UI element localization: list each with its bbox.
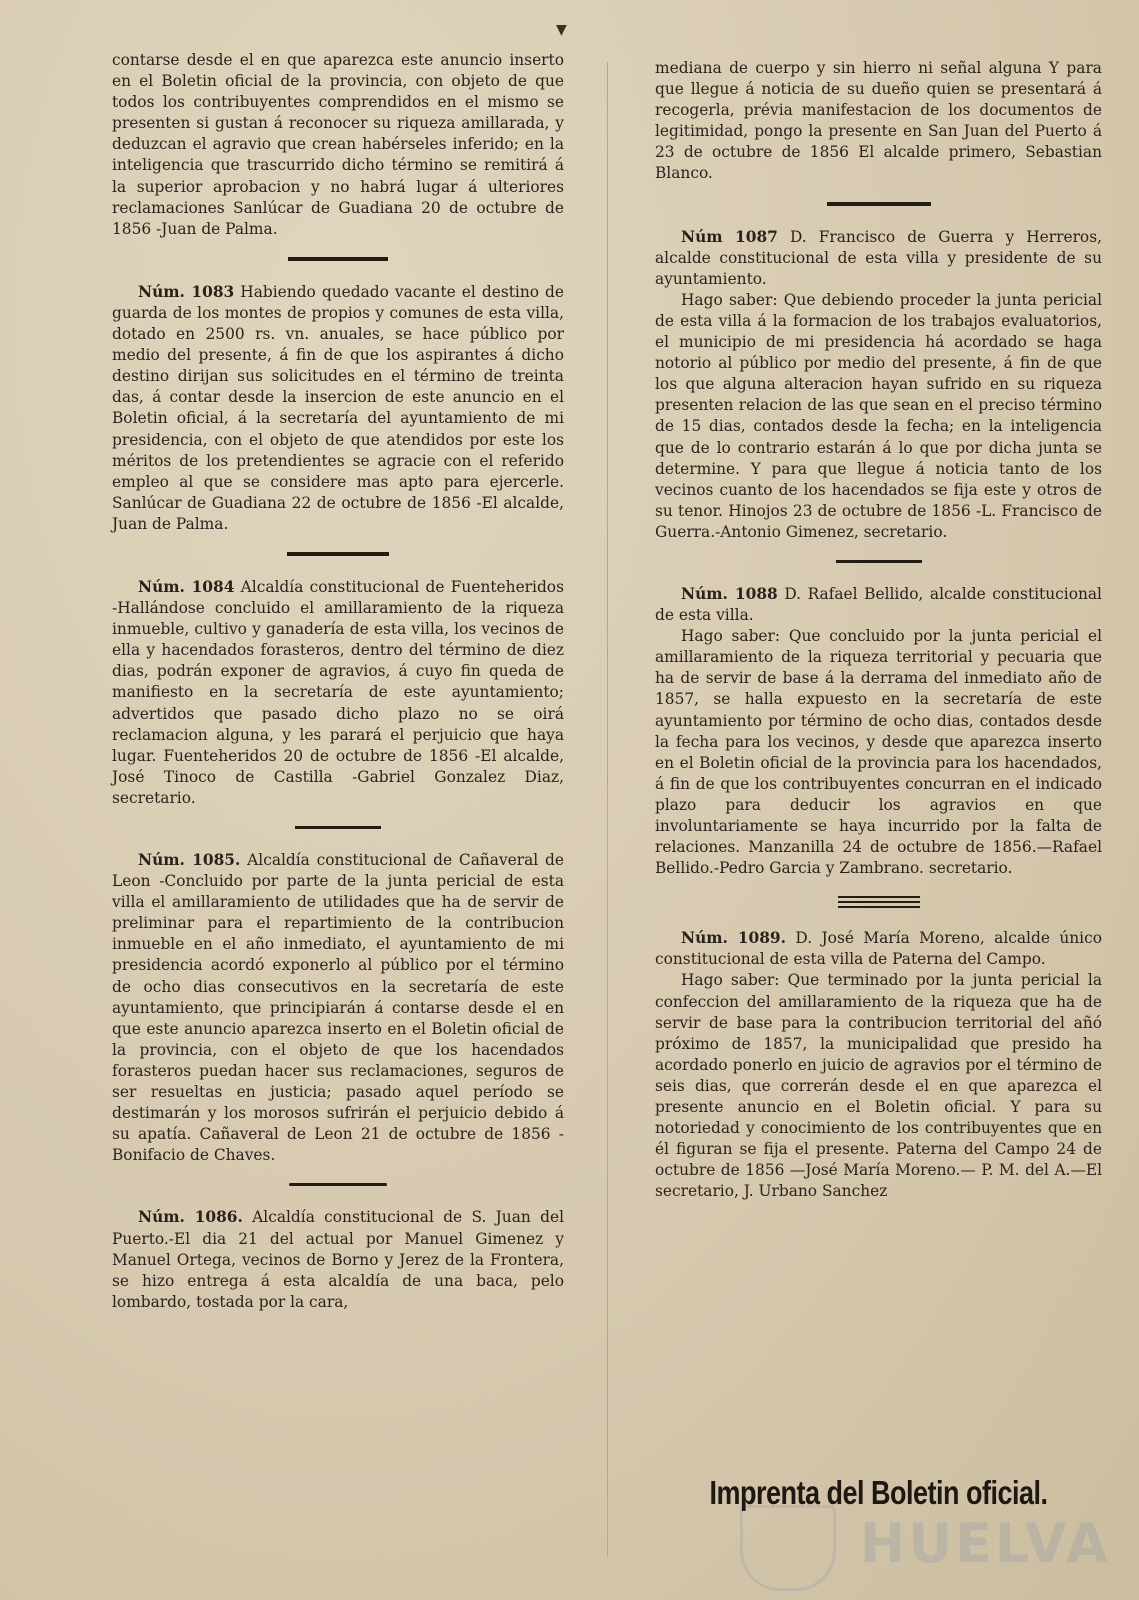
separator-rule: [288, 257, 388, 261]
separator-rule: [289, 1183, 387, 1186]
page-marker: ▼: [556, 22, 567, 38]
notice-1089: [655, 928, 1102, 1202]
notice-text: Alcaldía constitucional de Fuenteheridos -Hallándose concluido el amillaramiento de la riqueza inmueble, cultivo y ganadería de esta villa, los vecinos de ella y hacendados forasteros, dentro del término de diez dias, podrán exponer de agravios, á cuyo fin queda de manifiesto en la secretaría de este ayuntamiento; advertidos que pasado dicho plazo no se oirá reclamacion alguna, y les parará el perjuicio que haya lugar. Fuenteheridos 20 de octubre de 1856 -El alcalde, José Tinoco de Castilla -Gabriel Gonzalez Diaz, secretario.: [112, 577, 564, 807]
notice-text: Hago saber: Que concluido por la junta pericial el amillaramiento de la riqueza territorial y pecuaria que ha de servir de base á la derrama del inmediato año de 1857, se halla expuesto en la secretaría de este ayuntamiento por término de ocho dias, contados desde la fecha para los vecinos, y desde que aparezca inserto en el Boletin oficial de la provincia para los hacendados, á fin de que los contribuyentes concurran en el indicado plazo para deducir los agravios en que involuntariamente se haya incurrido por la falta de relaciones. Manzanilla 24 de octubre de 1856.—Rafael Bellido.-Pedro Garcia y Zambrano. secretario.: [655, 627, 1102, 878]
imprint-line: Imprenta del Boletin oficial.: [709, 1474, 1048, 1512]
notice-1087: [655, 227, 1102, 543]
notice-number: Núm 1087: [681, 227, 778, 246]
notice-number: Núm. 1084: [138, 577, 235, 596]
notice-text: Alcaldía constitucional de S. Juan del Puerto.-El dia 21 del actual por Manuel Gimenez y Manuel Ortega, vecinos de Borno y Jerez de la Frontera, se hizo entrega á esta alcaldía de una baca, pelo lombardo, tostada por la cara,: [112, 1208, 564, 1311]
notice-number: Núm. 1088: [681, 584, 778, 603]
notice-continuation-left: [112, 50, 564, 240]
watermark-text: HUELVA: [860, 1512, 1111, 1575]
right-column: [655, 58, 1102, 1203]
separator-rule: [836, 560, 922, 563]
notice-text: Hago saber: Que terminado por la junta pericial la confeccion del amillaramiento de la riqueza que ha de servir de base para la contribucion territorial del añó próximo de 1857, la municipalidad que presido ha acordado ponerlo en juicio de agravios por el término de seis dias, que correrán desde el en que aparezca el presente anuncio en el Boletin oficial. Y para su notoriedad y conocimiento de los contribuyentes que en él figuran se fija el presente. Paterna del Campo 24 de octubre de 1856 —José María Moreno.— P. M. del A.—El secretario, J. Urbano Sanchez: [655, 971, 1102, 1201]
notice-continuation-text: mediana de cuerpo y sin hierro ni señal alguna Y para que llegue á noticia de su dueño quien se presentará á recogerla, prévia manifestacion de los documentos de legitimidad, pongo la presente en San Juan del Puerto á 23 de octubre de 1856 El alcalde primero, Sebastian Blanco.: [655, 59, 1102, 183]
notice-1085: [112, 850, 564, 1166]
notice-number: Núm. 1083: [138, 282, 235, 301]
column-divider: [607, 62, 608, 1557]
separator-rule-double: [838, 896, 920, 898]
notice-text: Hago saber: Que debiendo proceder la junta pericial de esta villa á la formacion de los trabajos evaluatorios, el municipio de mi presidencia há acordado se haga notorio al público por medio del presente, á fin de que los que alguna alteracion hayan sufrido en su riqueza presenten relacion de las que sean en el preciso término de 15 dias, contados desde la fecha; en la inteligencia que de lo contrario estarán á lo que por dicha junta se determine. Y para que llegue á noticia tanto de los vecinos cuanto de los hacendados se fija este y otros de su tenor. Hinojos 23 de octubre de 1856 -L. Francisco de Guerra.-Antonio Gimenez, secretario.: [655, 290, 1102, 541]
notice-heading: D. José María Moreno, alcalde único constitucional de esta villa de Paterna del Campo.: [655, 929, 1102, 969]
notice-heading: D. Francisco de Guerra y Herreros, alcalde constitucional de esta villa y presidente de su ayuntamiento.: [655, 227, 1102, 288]
notice-heading: D. Rafael Bellido, alcalde constitucional de esta villa.: [655, 584, 1102, 625]
notice-number: Núm. 1086.: [138, 1208, 243, 1227]
left-column: [112, 50, 564, 1313]
separator-rule: [295, 826, 381, 829]
notice-text: Habiendo quedado vacante el destino de guarda de los montes de propios y comunes de esta villa, dotado en 2500 rs. vn. anuales, se hace público por medio del presente, á fin de que los aspirantes á dicho destino dirijan sus solicitudes en el término de treinta das, á contar desde la insercion de este anuncio en el Boletin oficial, á la secretaría del ayuntamiento de mi presidencia, con el objeto de que atendidos por este los méritos de los pretendientes se agracie con el referido empleo al que se considere mas apto para ejercerle. Sanlúcar de Guadiana 22 de octubre de 1856 -El alcalde, Juan de Palma.: [112, 282, 564, 533]
notice-1086: [112, 1207, 564, 1312]
notice-1088: [655, 584, 1102, 879]
separator-rule: [827, 202, 931, 206]
notice-continuation-right: [655, 58, 1102, 185]
notice-continuation-text: contarse desde el en que aparezca este anuncio inserto en el Boletin oficial de la provincia, con objeto de que todos los contribuyentes comprendidos en el mismo se presenten si gustan á reconocer su riqueza amillarada, y deduzcan el agravio que crean habérseles inferido; en la inteligencia que trascurrido dicho término se remitirá á la superior aprobacion y no habrá lugar á ulteriores reclamaciones Sanlúcar de Guadiana 20 de octubre de 1856 -Juan de Palma.: [112, 51, 564, 238]
watermark-shield-icon: [740, 1505, 836, 1591]
notice-number: Núm. 1085.: [138, 851, 241, 869]
notice-1083: [112, 282, 564, 535]
notice-1084: [112, 577, 564, 809]
separator-rule: [287, 552, 389, 556]
notice-text: Alcaldía constitucional de Cañaveral de Leon -Concluido por parte de la junta pericial de esta villa el amillaramiento de utilidades que ha de servir de preliminar para el repartimiento de la contribucion inmueble en el año inmediato, el ayuntamiento de mi presidencia acordó exponerlo al público por el término de ocho dias consecutivos en la secretaría de este ayuntamiento, que principiarán á contarse desde el en que este anuncio aparezca inserto en el Boletin oficial de la provincia, con el objeto de que los hacendados forasteros puedan hacer sus reclamaciones, seguros de ser resueltas en justicia; pasado aquel período se destimarán y los morosos sufrirán el perjuicio debido á su apatía. Cañaveral de Leon 21 de octubre de 1856 -Bonifacio de Chaves.: [112, 851, 564, 1165]
notice-number: Núm. 1089.: [681, 929, 786, 948]
